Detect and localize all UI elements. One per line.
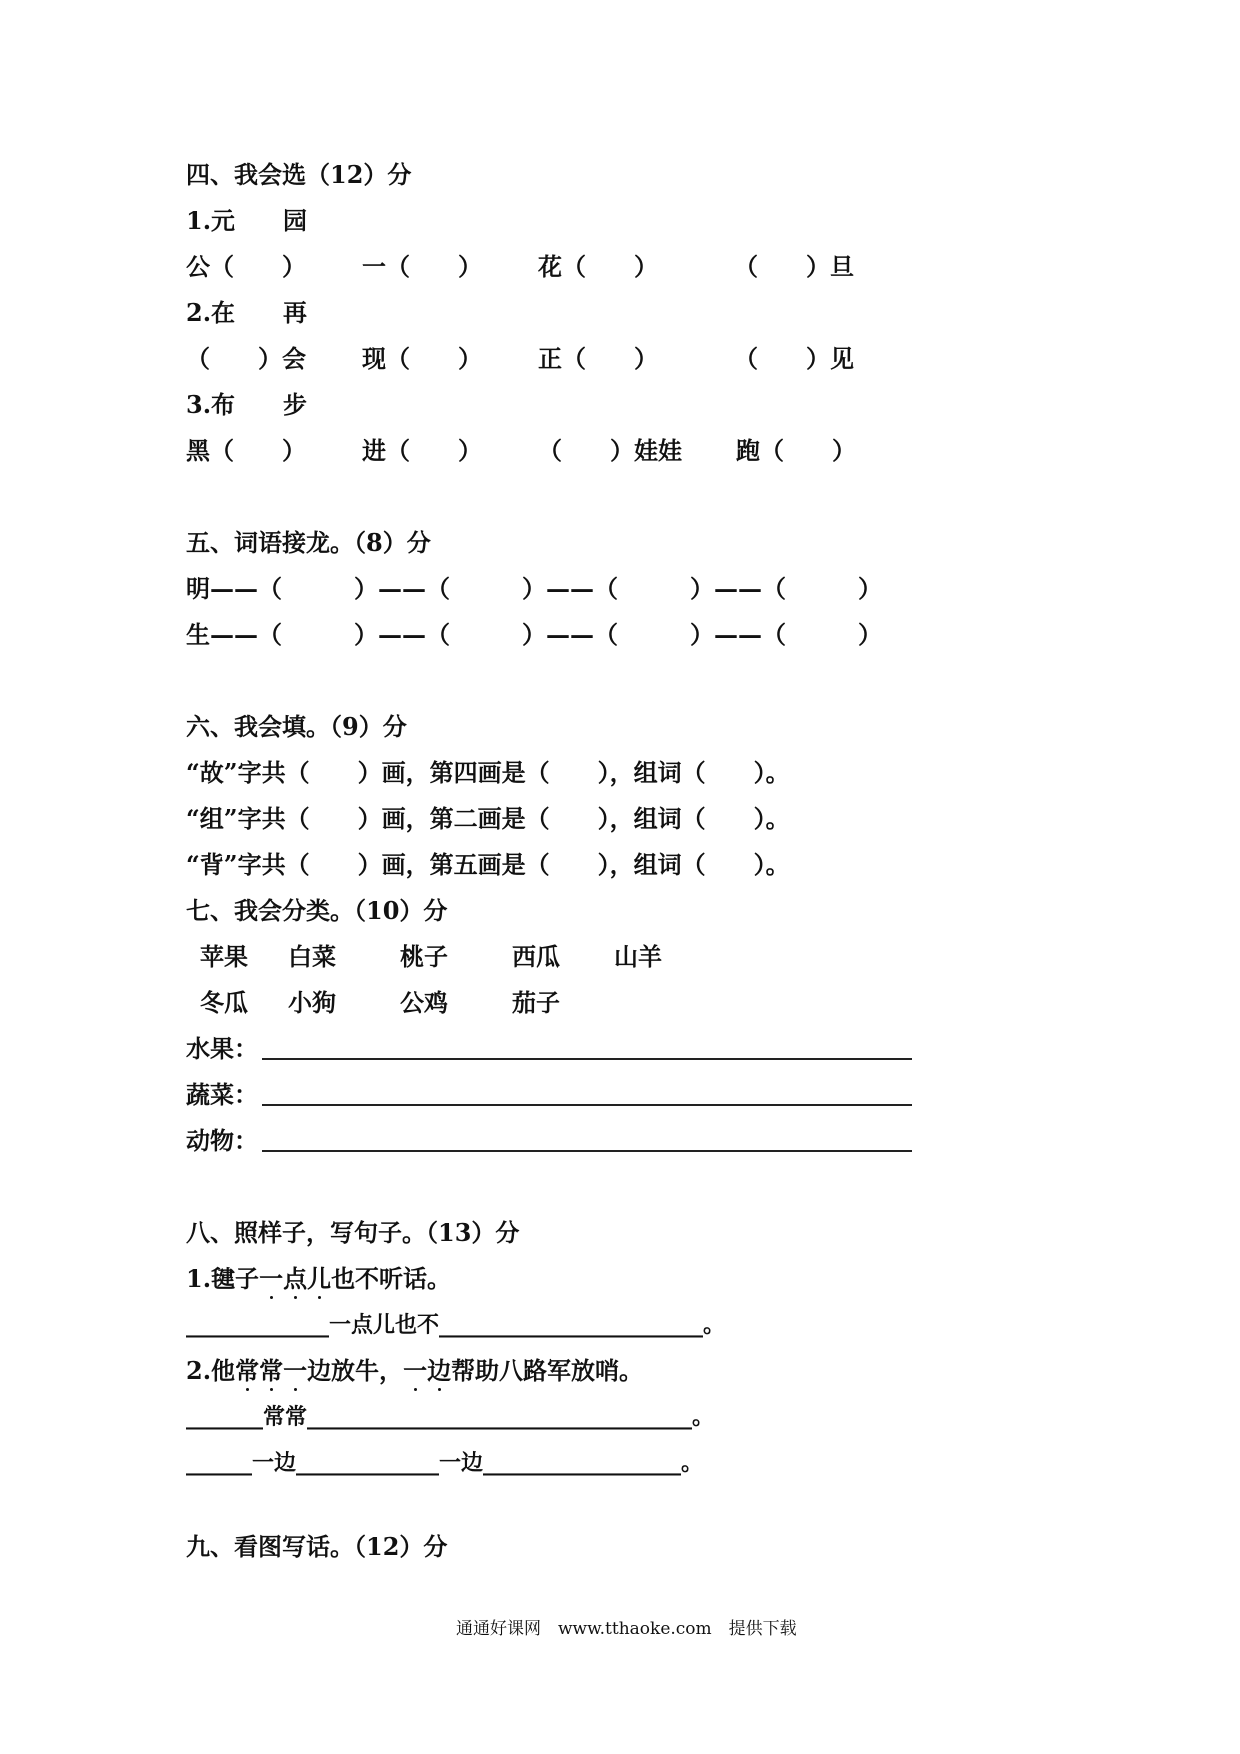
fill-line-2: _______常常___________________________________。 bbox=[186, 1404, 715, 1430]
emphasis-char: 点 bbox=[283, 1264, 308, 1293]
emphasis-char: 常 bbox=[259, 1356, 284, 1385]
animal-label: 动物： bbox=[186, 1126, 258, 1155]
section-6-title: 六、我会填。（9）分 bbox=[186, 712, 407, 741]
section-4-title: 四、我会选（12）分 bbox=[186, 160, 412, 189]
word-item: 桃子 bbox=[400, 942, 448, 971]
section-4-group-2-item-2: 现（ ） bbox=[362, 344, 482, 373]
section-8-title: 八、照样子，写句子。（13）分 bbox=[186, 1218, 520, 1247]
word-item: 白菜 bbox=[288, 942, 336, 971]
section-4-group-3-label: 3.布 步 bbox=[186, 390, 308, 419]
fill-line-1: _____________一点儿也不________________________。 bbox=[186, 1312, 726, 1338]
section-4-group-1-item-3: 花（ ） bbox=[538, 252, 658, 281]
word-item: 冬瓜 bbox=[200, 988, 248, 1017]
section-4-group-3-item-1: 黑（ ） bbox=[186, 436, 306, 465]
footer-text: 通通好课网 www.tthaoke.com 提供下载 bbox=[456, 1619, 797, 1639]
animal-answer-line bbox=[262, 1150, 912, 1152]
emphasis-char: 儿 bbox=[307, 1264, 332, 1293]
section-4-group-3-item-4: 跑（ ） bbox=[736, 436, 856, 465]
section-4-group-2-label: 2.在 再 bbox=[186, 298, 308, 327]
section-5-row-2: 生——（ ）——（ ）——（ ）——（ ） bbox=[186, 620, 882, 649]
section-7-title: 七、我会分类。（10）分 bbox=[186, 896, 448, 925]
fruit-label: 水果： bbox=[186, 1034, 258, 1063]
vegetable-answer-line bbox=[262, 1104, 912, 1106]
text-span: 边放牛， bbox=[307, 1356, 404, 1385]
example-sentence-1 bbox=[186, 1264, 451, 1294]
word-item: 茄子 bbox=[512, 988, 560, 1017]
section-6-row-3: “背”字共（ ）画，第五画是（ ），组词（ ）。 bbox=[186, 850, 790, 879]
section-4-group-2-item-4: （ ）见 bbox=[734, 344, 854, 373]
text-span: 帮助八路军放哨。 bbox=[451, 1356, 644, 1385]
text-span: 也不听话。 bbox=[331, 1264, 452, 1293]
section-9-title: 九、看图写话。（12）分 bbox=[186, 1532, 448, 1561]
section-4-group-1-item-4: （ ）旦 bbox=[734, 252, 854, 281]
section-4-group-2-item-1: （ ）会 bbox=[186, 344, 306, 373]
section-5-title: 五、词语接龙。（8）分 bbox=[186, 528, 431, 557]
example-sentence-2 bbox=[186, 1356, 643, 1386]
section-6-row-1: “故”字共（ ）画，第四画是（ ），组词（ ）。 bbox=[186, 758, 790, 787]
section-5-row-1: 明——（ ）——（ ）——（ ）——（ ） bbox=[186, 574, 882, 603]
emphasis-char: 一 bbox=[283, 1356, 308, 1385]
section-4-group-3-item-3: （ ）娃娃 bbox=[538, 436, 682, 465]
emphasis-char: 常 bbox=[235, 1356, 260, 1385]
emphasis-char: 边 bbox=[427, 1356, 452, 1385]
text-span: 1.毽子 bbox=[186, 1264, 260, 1293]
section-4-group-2-item-3: 正（ ） bbox=[538, 344, 658, 373]
emphasis-char: 一 bbox=[403, 1356, 428, 1385]
fill-line-3: ______一边_____________一边__________________。 bbox=[186, 1450, 704, 1476]
word-item: 苹果 bbox=[200, 942, 248, 971]
emphasis-char: 一 bbox=[259, 1264, 284, 1293]
section-4-group-3-item-2: 进（ ） bbox=[362, 436, 482, 465]
section-6-row-2: “组”字共（ ）画，第二画是（ ），组词（ ）。 bbox=[186, 804, 790, 833]
word-item: 公鸡 bbox=[400, 988, 448, 1017]
text-span: 2.他 bbox=[186, 1356, 236, 1385]
fruit-answer-line bbox=[262, 1058, 912, 1060]
word-item: 山羊 bbox=[614, 942, 662, 971]
section-4-group-1-label: 1.元 园 bbox=[186, 206, 308, 235]
section-4-group-1-item-1: 公（ ） bbox=[186, 252, 306, 281]
word-item: 西瓜 bbox=[512, 942, 560, 971]
section-4-group-1-item-2: 一（ ） bbox=[362, 252, 482, 281]
word-item: 小狗 bbox=[288, 988, 336, 1017]
vegetable-label: 蔬菜： bbox=[186, 1080, 258, 1109]
